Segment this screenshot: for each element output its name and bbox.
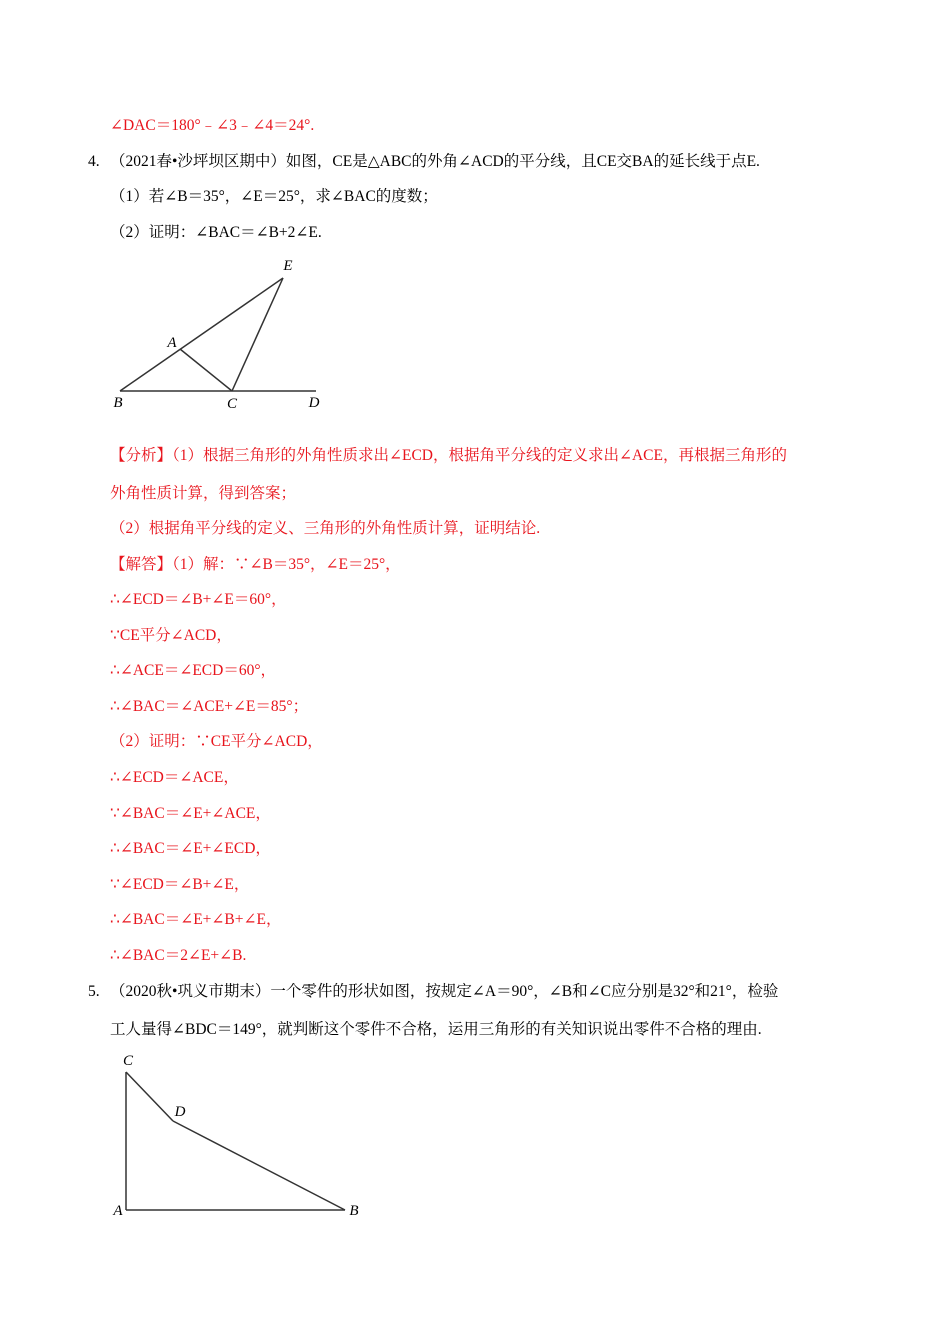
previous-answer-tail: ∠DAC＝180°﹣∠3﹣∠4＝24°.: [110, 117, 315, 134]
label-C: C: [122, 1053, 134, 1069]
solution-line: ∴∠ACE＝∠ECD＝60°，: [110, 662, 277, 679]
solution-line: ∴∠ECD＝∠B+∠E＝60°，: [110, 591, 287, 608]
solution-line: ∴∠BAC＝∠E+∠B+∠E，: [110, 911, 282, 928]
q5-stem-line2: 工人量得∠BDC＝149°，就判断这个零件不合格，运用三角形的有关知识说出零件不合格的理由.: [110, 1021, 762, 1038]
analysis-line: 【分析】（1）根据三角形的外角性质求出∠ECD，根据角平分线的定义求出∠ACE，再根据三角形的: [110, 447, 787, 464]
label-A: A: [113, 1203, 123, 1219]
solution-line: （2）证明：∵CE平分∠ACD，: [110, 733, 323, 750]
q4-stem: （2021春•沙坪坝区期中）如图，CE是△ABC的外角∠ACD的平分线，且CE交BA的延长线于点E.: [110, 153, 760, 170]
solution-line: ∴∠BAC＝∠E+∠ECD，: [110, 840, 271, 857]
label-B: B: [113, 395, 123, 411]
label-A: A: [167, 335, 177, 351]
label-C: C: [226, 396, 238, 412]
solution-line: ∴∠ECD＝∠ACE，: [110, 769, 239, 786]
q4-part2: （2）证明：∠BAC＝∠B+2∠E.: [110, 224, 322, 241]
q4-part1: （1）若∠B＝35°，∠E＝25°，求∠BAC的度数；: [110, 188, 438, 205]
label-E: E: [283, 258, 293, 274]
label-D: D: [174, 1104, 186, 1120]
q5-number: 5.: [88, 983, 100, 1000]
q5-stem-line1: （2020秋•巩义市期末）一个零件的形状如图，按规定∠A＝90°，∠B和∠C应分别是32°和21°，检验: [110, 983, 779, 1000]
label-D: D: [308, 395, 320, 411]
analysis-line: （2）根据角平分线的定义、三角形的外角性质计算，证明结论.: [110, 520, 541, 537]
solution-line: ∵CE平分∠ACD，: [110, 627, 232, 644]
solution-line: ∵∠BAC＝∠E+∠ACE，: [110, 805, 271, 822]
label-B: B: [349, 1203, 359, 1219]
q4-number: 4.: [88, 153, 100, 170]
analysis-line: 外角性质计算，得到答案；: [110, 485, 297, 502]
solution-line: ∴∠BAC＝∠ACE+∠E＝85°；: [110, 698, 309, 715]
solution-line: ∵∠ECD＝∠B+∠E，: [110, 876, 250, 893]
solution-line: 【解答】（1）解：∵∠B＝35°，∠E＝25°，: [110, 556, 401, 573]
solution-line: ∴∠BAC＝2∠E+∠B.: [110, 947, 247, 964]
